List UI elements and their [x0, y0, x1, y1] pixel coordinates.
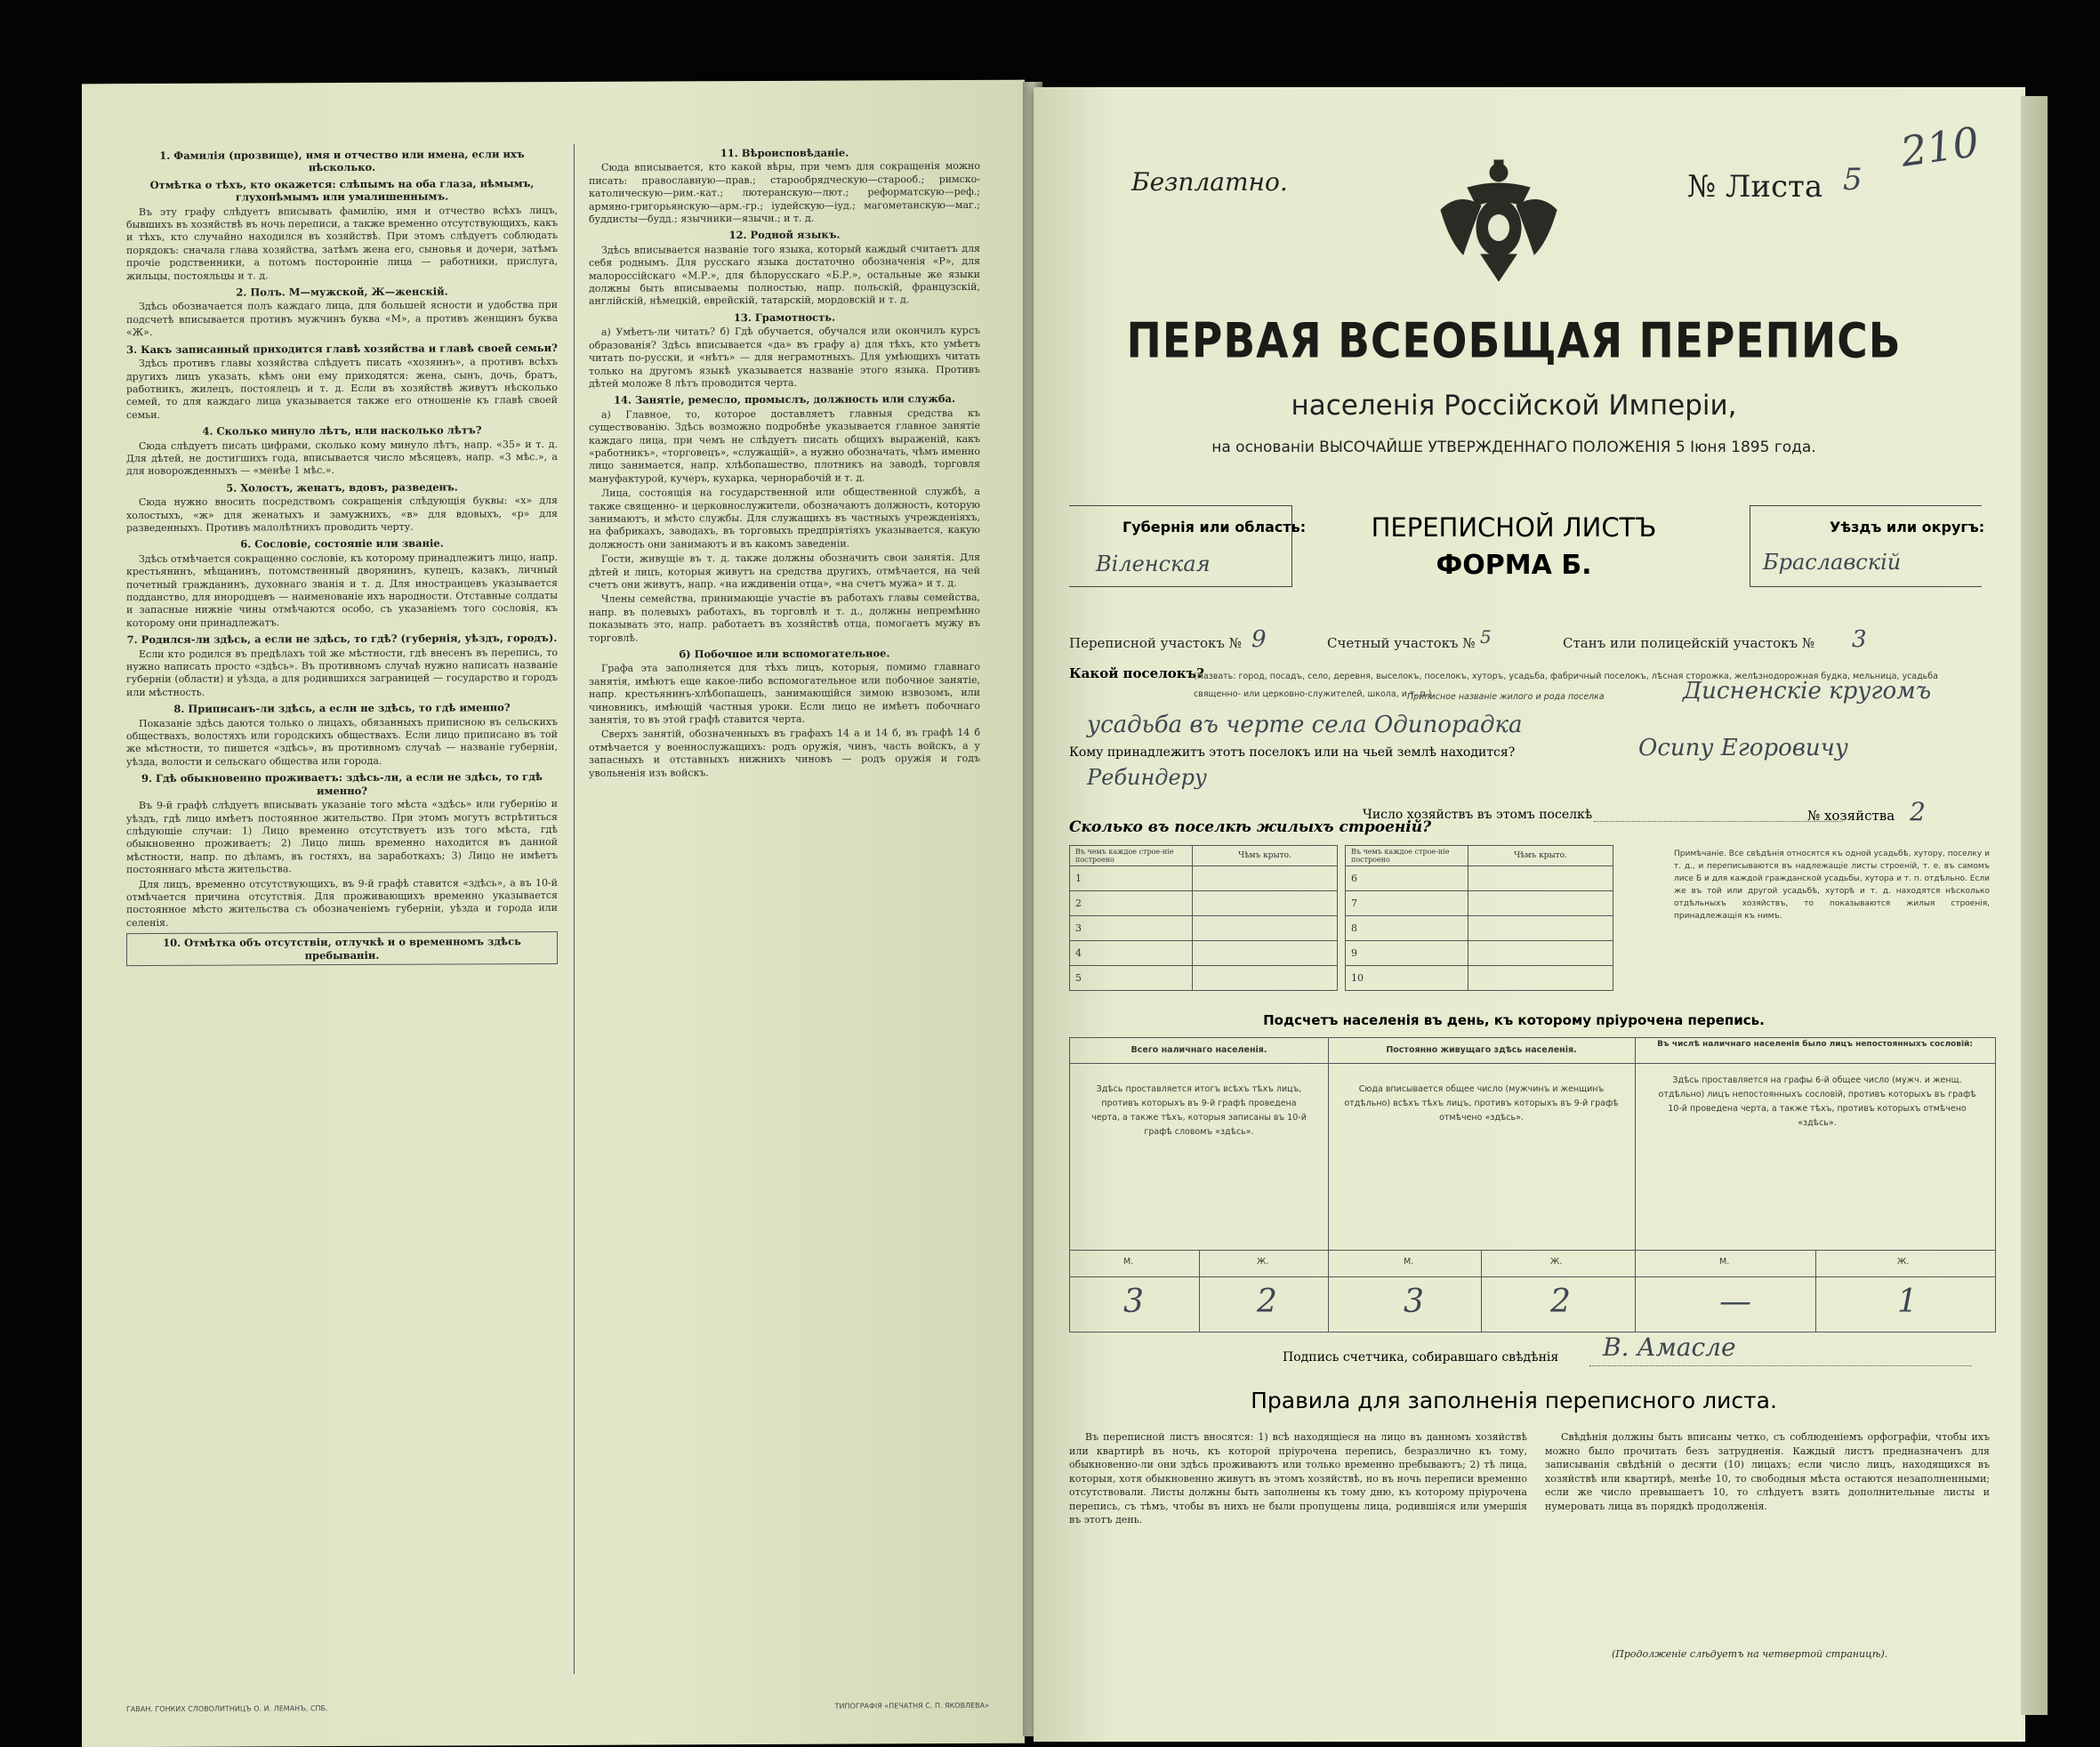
printer-imprint-left: ГАВАН. ГОНКИХ СЛОВОЛИТНИЦЪ О. И. ЛЕМАНЪ, СПБ.	[126, 1704, 328, 1714]
buildings-col-a-header: Въ чемъ каждое строе-ніе построено	[1070, 846, 1193, 866]
instruction-heading: Отмѣтка о тѣхъ, кто окажется: слѣпымъ на оба глаза, нѣмымъ, глухонѣмымъ или умалишеннымъ.	[149, 176, 535, 204]
instruction-paragraph: Показаніе здѣсь даются только о лицахъ, обязанныхъ приписною въ сельскихъ обществахъ, волостяхъ или городскихъ обществахъ. Если лицо приписано въ той же мѣстности, то пишется «здѣсь», въ противномъ случаѣ — названіе губерніи, уѣзда, волости и сельскаго общества или города.	[126, 715, 558, 768]
count-m-label: М.	[1404, 1257, 1414, 1267]
instruction-paragraph: Графа эта заполняется для тѣхъ лицъ, которыя, помимо главнаго занятія, имѣютъ еще какое-либо вспомогательное или побочное занятіе, напр. крестьянинъ-хлѣбопашецъ, занимающійся зимою извозомъ, или чиновникъ, имѣющій частныя уроки. Если лицо не имѣетъ побочнаго занятія, то въ этой графѣ ставится черта.	[589, 661, 980, 726]
rules-text-right: Свѣдѣнія должны быть вписаны четко, съ соблюденіемъ орфографіи, чтобы ихъ можно было прочитать безъ затрудненія. Каждый листъ предназначенъ для записыванія свѣдѣній о десяти (10) лицахъ; если число лицъ, находящихся въ хозяйствѣ или квартирѣ, менѣе 10, то свободныя мѣста остаются незаполненными; если же число превышаетъ 10, то слѣдуетъ взять дополнительные листы и нумеровать лица въ порядкѣ продолженія.	[1545, 1431, 1990, 1512]
sheet-number-value: 5	[1843, 162, 1863, 197]
building-row: 5	[1070, 966, 1193, 991]
instruction-paragraph: Здѣсь отмѣчается сокращенно сословіе, къ которому принадлежитъ лицо, напр. крестьянинъ, мѣщанинъ, потомственный дворянинъ, купецъ, казакъ, личный почетный гражданинъ, духовнаго званія и т. д. Для иностранцевъ указывается подданство, для инородцевъ — наименованіе ихъ народности. Отставные солдаты и запасные нижніе чины отмѣчаются особо, съ указаніемъ того сословія, къ которому они принадлежатъ.	[126, 551, 558, 629]
settlement-label: Какой поселокъ?	[1069, 665, 1204, 681]
district-line	[1069, 626, 1985, 658]
instruction-heading: 6. Сословіе, состояніе или званіе.	[240, 536, 444, 551]
instructions-column-1	[126, 144, 558, 1676]
owner-label: Кому принадлежитъ этотъ поселокъ или на чьей землѣ находится?	[1069, 745, 1516, 760]
instruction-heading: 3. Какъ записанный приходится главѣ хозяйства и главѣ своей семьи?	[126, 341, 558, 356]
buildings-col-b-header-2: Чѣмъ крыто.	[1468, 846, 1613, 866]
building-row: 2	[1070, 891, 1193, 916]
buildings-side-note: Примѣчаніе. Все свѣдѣнія относятся къ одной усадьбѣ, хутору, поселку и т. д., и переписываются въ надлежащіе листы строеній, т. е. въ самомъ лисе Б и для каждой гражданской усадьбы, хутора и т. п. отдѣльно. Если же въ той или другой усадьбѣ, хуторѣ и т. д. находятся нѣсколько отдѣльныхъ хозяйствъ, то показываются жилыя строенія, принадлежащія къ нимъ.	[1674, 849, 1990, 921]
count-desc-nonpermanent: Здѣсь проставляется на графы 6-й общее число (мужч. и женщ. отдѣльно) лицъ непостоянныхъ сословій, противъ которыхъ въ графѣ 10-й проведена черта, а также тѣхъ, противъ которыхъ отмѣчено «здѣсь».	[1658, 1075, 1976, 1128]
column-divider	[574, 144, 575, 1674]
population-count-table	[1069, 1037, 1996, 1332]
instruction-heading: б) Побочное или вспомогательное.	[679, 647, 890, 661]
instruction-heading: 13. Грамотность.	[733, 310, 836, 324]
building-row: 6	[1346, 866, 1468, 891]
instruction-paragraph: а) Главное, то, которое доставляетъ главныя средства къ существованію. Здѣсь возможно подробнѣе указывается главное занятіе каждаго лица, при чемъ не слѣдуетъ писать общихъ выраженій, какъ «работникъ», «торговецъ», «служащій», а нужно обозначать, чѣмъ именно лицо занимается, напр. хлѣбопашество, плотникъ на заводѣ, торговля мануфактурой, кучеръ, кухарка, чернорабочій и т. д.	[589, 407, 980, 485]
instruction-heading: 7. Родился-ли здѣсь, а если не здѣсь, то гдѣ? (губернія, уѣздъ, городъ).	[126, 632, 558, 647]
building-row: 10	[1346, 966, 1468, 991]
settlement-value-1: Дисненскіе кругомъ	[1683, 678, 1932, 704]
instruction-heading: 8. Приписанъ-ли здѣсь, а если не здѣсь, то гдѣ именно?	[173, 701, 511, 716]
instructions-column-2	[589, 142, 980, 1674]
population-count-title: Подсчетъ населенія въ день, къ которому пріурочена перепись.	[1263, 1012, 1765, 1028]
instruction-paragraph: а) Умѣетъ-ли читать? б) Гдѣ обучается, обучался или окончилъ курсъ образованія? Здѣсь вписывается «да» въ графу а) для тѣхъ, кто умѣетъ читать по-русски, и «нѣтъ» — для неграмотныхъ. Для умѣющихъ читать только на другомъ языкѣ указывается названіе этого языка. Противъ дѣтей моложе 8 лѣтъ проводится черта.	[589, 325, 980, 390]
guberniya-label: Губернія или область:	[1122, 519, 1307, 535]
left-page-instructions	[82, 80, 1025, 1747]
buildings-table	[1069, 845, 1613, 991]
right-page-census-form	[1034, 87, 2025, 1742]
instruction-paragraph: Лица, состоящія на государственной или общественной службѣ, а также священно- и церковнослужители, обозначаютъ должность, которую занимаютъ, и мѣсто службы. Для служащихъ въ частныхъ учрежденіяхъ, на фабрикахъ, заводахъ, въ торговыхъ предпріятіяхъ указывается, какую должность они занимаютъ и въ какомъ заведеніи.	[589, 486, 980, 551]
instruction-paragraph: Сюда слѣдуетъ писать цифрами, сколько кому минуло лѣтъ, напр. «35» и т. д. Для дѣтей, не достигшихъ года, вписывается число мѣсяцевъ, напр. «3 мѣс.», а для новорожденныхъ — «менѣе 1 мѣс.».	[126, 438, 558, 478]
instruction-paragraph: Сюда нужно вносить посредствомъ сокращенія слѣдующія буквы: «х» для холостыхъ, «ж» для женатыхъ и замужнихъ, «в» для вдовыхъ, «р» для разведенныхъ. Противъ малолѣтнихъ проводить черту.	[126, 495, 558, 535]
owner-value-2: Ребиндеру	[1087, 765, 1207, 790]
buildings-col-a-header-2: Въ чемъ каждое строе-ніе построено	[1346, 846, 1468, 866]
instruction-heading: 2. Полъ. М—мужской, Ж—женскій.	[236, 285, 448, 299]
building-row: 9	[1346, 941, 1468, 966]
main-title: ПЕРВАЯ ВСЕОБЩАЯ ПЕРЕПИСЬ	[1126, 312, 1902, 370]
building-row: 1	[1070, 866, 1193, 891]
census-district-value: 9	[1251, 626, 1267, 653]
instruction-paragraph: Здѣсь противъ главы хозяйства слѣдуетъ писать «хозяинъ», а противъ всѣхъ другихъ лицъ указать, кѣмъ они ему приходятся: жена, сынъ, дочь, братъ, работникъ, жилецъ, постоялецъ и т. д. Если въ хозяйствѣ живутъ нѣсколько семей, то для каждаго лица указывается также его отношеніе къ главѣ своей семьи.	[126, 356, 558, 421]
census-district-label: Переписной участокъ №	[1069, 635, 1242, 651]
count-header-nonpermanent: Въ числѣ наличнаго населенія было лицъ непостоянныхъ сословій:	[1657, 1040, 1973, 1049]
instruction-paragraph: Члены семейства, принимающіе участіе въ работахъ главы семейства, напр. въ полевыхъ работахъ, въ торговлѣ и т. д., должны непремѣнно показывать это, напр. работаетъ въ хозяйствѣ отца, помогаетъ мужу въ торговлѣ.	[589, 592, 980, 644]
count-desc-total: Здѣсь проставляется итогъ всѣхъ тѣхъ лицъ, противъ которыхъ въ 9-й графѣ проведена черта, а также тѣхъ, которыя записаны въ 10-й графѣ словомъ «здѣсь».	[1091, 1084, 1307, 1137]
instruction-paragraph: Здѣсь обозначается полъ каждаго лица, для большей ясности и удобства при подсчетѣ вписывается противъ мужчинъ буква «М», а противъ женщинъ буква «Ж».	[126, 299, 558, 339]
count-desc-permanent: Сюда вписывается общее число (мужчинъ и женщинъ отдѣльно) всѣхъ тѣхъ лицъ, противъ которыхъ въ 9-й графѣ отмѣчено «здѣсь».	[1344, 1084, 1619, 1123]
census-sheet-title: ПЕРЕПИСНОЙ ЛИСТЪ	[1371, 512, 1657, 543]
form-b-title: ФОРМА Б.	[1436, 550, 1592, 581]
buildings-col-b-header: Чѣмъ крыто.	[1193, 846, 1338, 866]
rules-continued-note: (Продолженіе слѣдуетъ на четвертой страницѣ).	[1612, 1648, 1888, 1660]
count-header-total: Всего наличнаго населенія.	[1130, 1045, 1267, 1055]
building-row: 3	[1070, 916, 1193, 941]
sheet-number-label: № Листа	[1687, 169, 1823, 205]
subtitle: населенія Россійской Имперіи,	[1291, 390, 1737, 422]
signature-label: Подпись счетчика, собиравшаго свѣдѣнія	[1283, 1350, 1559, 1365]
uezd-label: Уѣздъ или округъ:	[1830, 519, 1985, 535]
instruction-paragraph: Здѣсь вписывается названіе того языка, который каждый считаетъ для себя роднымъ. Для русскаго языка достаточно обозначенія «Р», для малороссійскаго «М.Р.», для бѣлорусскаго «Б.Р.», остальные же языки должны быть вписываемы полностью, напр. польскій, французскій, англійскій, нѣмецкій, еврейскій, татарскій, мордовскій и т. д.	[589, 242, 980, 308]
count-value-permanent-m: 3	[1404, 1284, 1424, 1320]
basis-line: на основаніи ВЫСОЧАЙШЕ УТВЕРЖДЕННАГО ПОЛОЖЕНІЯ 5 Іюня 1895 года.	[1211, 439, 1816, 456]
instruction-heading: 9. Гдѣ обыкновенно проживаетъ: здѣсь-ли, а если не здѣсь, то гдѣ именно?	[141, 770, 543, 797]
archive-mark: 210	[1897, 117, 1983, 176]
count-district-value: 5	[1480, 626, 1492, 648]
police-district-value: 3	[1852, 626, 1867, 653]
owner-value-1: Осипу Егоровичу	[1638, 735, 1848, 761]
settlement-note-2: Приписное названіе жилого и рода поселка	[1407, 692, 1605, 702]
header-box	[1069, 505, 1985, 608]
count-value-permanent-f: 2	[1550, 1284, 1571, 1320]
guberniya-value: Віленская	[1096, 551, 1211, 576]
printer-imprint-right: ТИПОГРАФІЯ «ПЕЧАТНЯ С. П. ЯКОВЛЕВА»	[834, 1701, 989, 1711]
instruction-paragraph: Въ эту графу слѣдуетъ вписывать фамилію, имя и отчество всѣхъ лицъ, бывшихъ въ хозяйствѣ въ ночь переписи, а также временно отсутствующихъ, какъ и тѣхъ, кто случайно находился въ хозяйствѣ. При этомъ слѣдуетъ соблюдать порядокъ: сначала глава хозяйства, затѣмъ жена его, сыновья и дочери, затѣмъ прочіе родственники, а потомъ посторонніе лица — работники, прислуга, жильцы, постояльцы и т. д.	[126, 204, 558, 282]
instruction-paragraph: Если кто родился въ предѣлахъ той же мѣстности, гдѣ внесенъ въ перепись, то нужно написать просто «здѣсь». Въ противномъ случаѣ нужно написать названіе губерніи (области) и уѣзда, а для родившихся заграницей — государство и городъ или мѣстность.	[126, 646, 558, 698]
count-value-nonpermanent-m: —	[1719, 1284, 1751, 1320]
rules-title: Правила для заполненія переписного листа.	[1251, 1388, 1777, 1413]
imperial-eagle-emblem	[1432, 157, 1565, 286]
rules-text-left: Въ переписной листъ вносятся: 1) всѣ находящіеся на лицо въ данномъ хозяйствѣ или квартирѣ въ ночь, къ которой пріурочена перепись, безразлично къ тому, обыкновенно-ли они здѣсь проживаютъ или только временно пребываютъ; 2) тѣ лица, которыя, хотя обыкновенно живутъ въ этомъ хозяйствѣ, но въ ночь переписи временно отсутствовали. Листы должны быть заполнены къ тому дню, къ которому пріурочена перепись, съ тѣмъ, чтобы въ нихъ не были пропущены лица, родившіяся или умершія въ этотъ день.	[1069, 1431, 1527, 1526]
count-f-label: Ж.	[1550, 1257, 1563, 1267]
count-value-nonpermanent-f: 1	[1897, 1284, 1918, 1320]
instruction-paragraph: Для лицъ, временно отсутствующихъ, въ 9-й графѣ ставится «здѣсь», а въ 10-й отмѣчается причина отсутствія. Для проживающихъ временно указывается постоянное мѣсто жительства съ обозначеніемъ губерніи, уѣзда и города или селенія.	[126, 876, 558, 929]
households-label: Число хозяйствъ въ этомъ поселкѣ	[1363, 808, 1593, 822]
signature-value: В. Амасле	[1603, 1332, 1736, 1362]
instruction-heading: 1. Фамилія (прозвище), имя и отчество или имена, если ихъ нѣсколько.	[159, 148, 525, 174]
count-m-label: М.	[1719, 1257, 1730, 1267]
building-row: 4	[1070, 941, 1193, 966]
building-row: 7	[1346, 891, 1468, 916]
count-m-label: М.	[1123, 1257, 1134, 1267]
buildings-label: Сколько въ поселкѣ жилыхъ строеній?	[1069, 818, 1432, 836]
household-number-value: 2	[1910, 797, 1926, 826]
count-f-label: Ж.	[1897, 1257, 1910, 1267]
instruction-heading: 12. Родной языкъ.	[728, 229, 841, 242]
settlement-value-2: усадьба въ черте села Одипорадка	[1087, 712, 1523, 738]
free-label: Безплатно.	[1131, 167, 1288, 197]
settlement-note: (Назвать: город, посадъ, село, деревня, выселокъ, поселокъ, хуторъ, усадьба, фабричный поселокъ, лѣсная сторожка, желѣзнодорожная будка, мельница, усадьба священно- или церковно-служителей, школа, и т. п.).	[1194, 672, 1938, 699]
instruction-paragraph: Сюда вписывается, кто какой вѣры, при чемъ для сокращенія можно писать: православную—прав.; старообрядческую—старооб.; римско-католическую—рим.-кат.; лютеранскую—лют.; реформатскую—реф.; армяно-григорьянскую—арм.-гр.; іудейскую—іуд.; магометанскую—маг.; буддисты—будд.; язычники—язычн.; и т. д.	[589, 160, 980, 225]
count-header-permanent: Постоянно живущаго здѣсь населенія.	[1386, 1045, 1577, 1055]
instruction-heading: 11. Вѣроисповѣданіе.	[720, 146, 849, 160]
household-number-label: № хозяйства	[1807, 808, 1895, 824]
uezd-value: Браславскій	[1763, 550, 1902, 575]
instruction-heading: 5. Холостъ, женатъ, вдовъ, разведенъ.	[226, 480, 458, 495]
count-district-label: Счетный участокъ №	[1327, 635, 1476, 651]
instruction-paragraph: Гости, живущіе въ т. д. также должны обозначить свои занятія. Для дѣтей и лицъ, которыя живутъ на средства другихъ, отмѣчается, на чей счетъ они живутъ, напр. «на иждивеніи отца», «на счетъ мужа» и т. д.	[589, 551, 980, 591]
instruction-heading: 14. Занятіе, ремесло, промыслъ, должность или служба.	[614, 392, 955, 407]
building-row: 8	[1346, 916, 1468, 941]
count-value-total-m: 3	[1123, 1284, 1144, 1320]
instruction-heading-boxed: 10. Отмѣтка объ отсутствіи, отлучкѣ и о временномъ здѣсь пребываніи.	[126, 931, 558, 966]
count-value-total-f: 2	[1257, 1284, 1277, 1320]
police-district-label: Станъ или полицейскій участокъ №	[1563, 635, 1815, 651]
instruction-paragraph: Въ 9-й графѣ слѣдуетъ вписывать указаніе того мѣста «здѣсь» или губернію и уѣздъ, гдѣ лицо имѣетъ постоянное жительство. При этомъ могутъ встрѣтиться слѣдующіе случаи: 1) Лицо временно отсутствуетъ изъ того мѣста, гдѣ обыкновенно проживаетъ; 2) Лицо лишь временно находится въ данной мѣстности, напр. по дѣламъ, въ гостяхъ, на заработкахъ; 3) Лицо не имѣетъ постояннаго мѣста жительства.	[126, 798, 558, 876]
instruction-paragraph: Сверхъ занятій, обозначенныхъ въ графахъ 14 а и 14 б, въ графѣ 14 б отмѣчается у военнослужащихъ: родъ оружія, чинъ, часть войскъ, а у запасныхъ и отставныхъ нижнихъ чиновъ — родъ оружія и годъ увольненія изъ войскъ.	[589, 727, 980, 779]
count-f-label: Ж.	[1257, 1257, 1269, 1267]
instruction-heading: 4. Сколько минуло лѣтъ, или насколько лѣтъ?	[202, 423, 482, 438]
